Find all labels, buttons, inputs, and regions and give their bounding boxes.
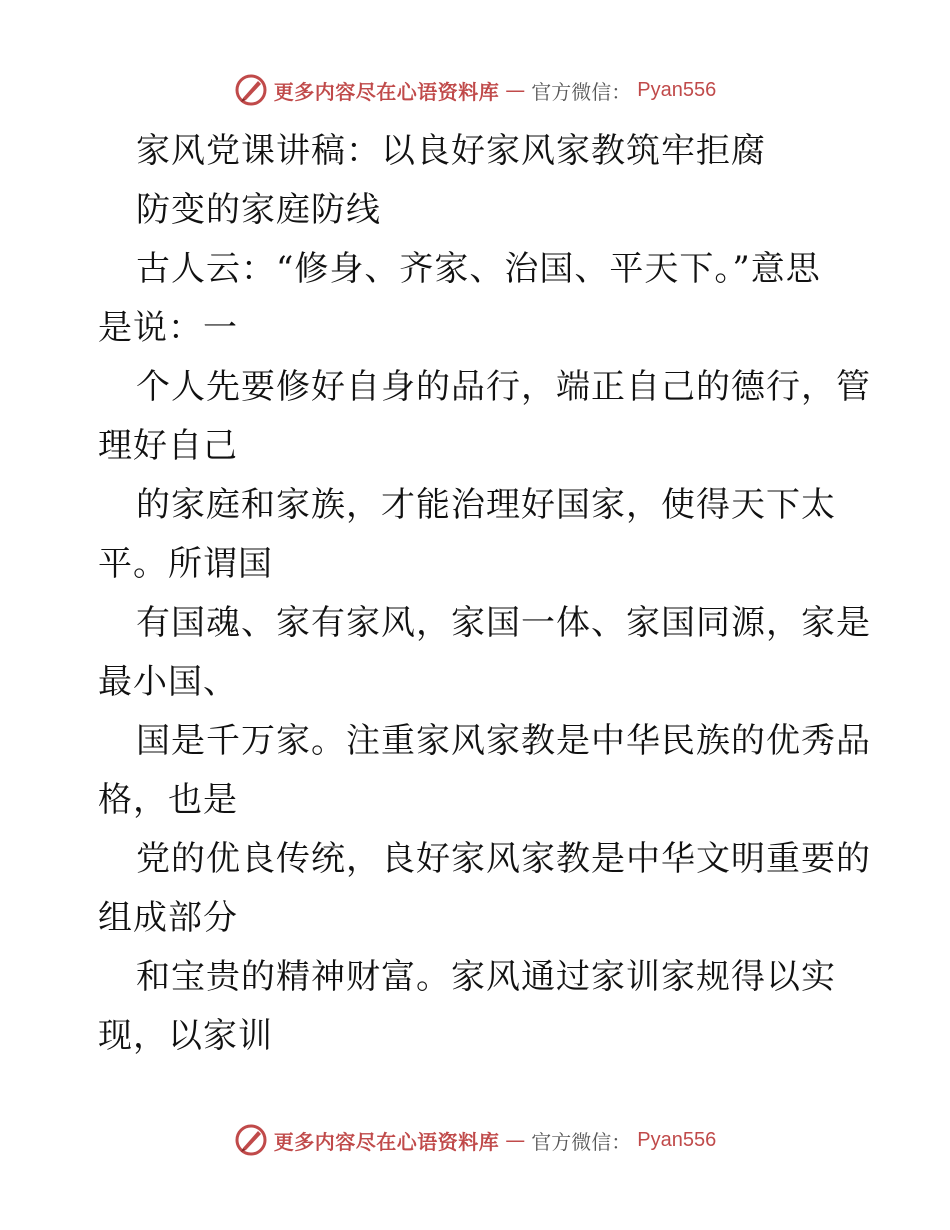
watermark-wechat-id: Pyan556: [637, 1128, 717, 1151]
text-line: 平。所谓国: [98, 544, 273, 584]
watermark-dash: —: [505, 1128, 526, 1152]
header-watermark: [0, 70, 950, 110]
watermark-wechat-label: 官方微信：: [531, 79, 632, 104]
text-line: 理好自己: [98, 426, 238, 466]
watermark-wechat-id: Pyan556: [637, 78, 717, 101]
text-line: 的家庭和家族，才能治理好国家，使得天下太: [136, 485, 836, 525]
text-line: 个人先要修好自身的品行，端正自己的德行，管: [136, 367, 871, 407]
watermark-title: 更多内容尽在心语资料库: [273, 79, 500, 104]
text-line: 是说：一: [98, 308, 238, 348]
text-line: 最小国、: [98, 662, 238, 702]
text-line: 现，以家训: [98, 1016, 273, 1056]
footer-watermark: [0, 1120, 950, 1160]
quill-logo-icon: [234, 1123, 268, 1157]
quill-logo-icon: [234, 73, 268, 107]
text-line: 古人云：“修身、齐家、治国、平天下。”意思: [136, 249, 821, 289]
text-line: 格，也是: [98, 780, 238, 820]
document-body: [98, 122, 871, 1066]
text-line: 国是千万家。注重家风家教是中华民族的优秀品: [136, 721, 871, 761]
text-line: 和宝贵的精神财富。家风通过家训家规得以实: [136, 957, 836, 997]
text-line: 家风党课讲稿：以良好家风家教筑牢拒腐: [136, 131, 766, 171]
watermark-title: 更多内容尽在心语资料库: [273, 1129, 500, 1154]
watermark-dash: —: [505, 78, 526, 102]
text-line: 有国魂、家有家风，家国一体、家国同源，家是: [136, 603, 871, 643]
text-line: 组成部分: [98, 898, 238, 938]
text-line: 防变的家庭防线: [136, 190, 381, 230]
text-line: 党的优良传统，良好家风家教是中华文明重要的: [136, 839, 871, 879]
watermark-wechat-label: 官方微信：: [531, 1129, 632, 1154]
